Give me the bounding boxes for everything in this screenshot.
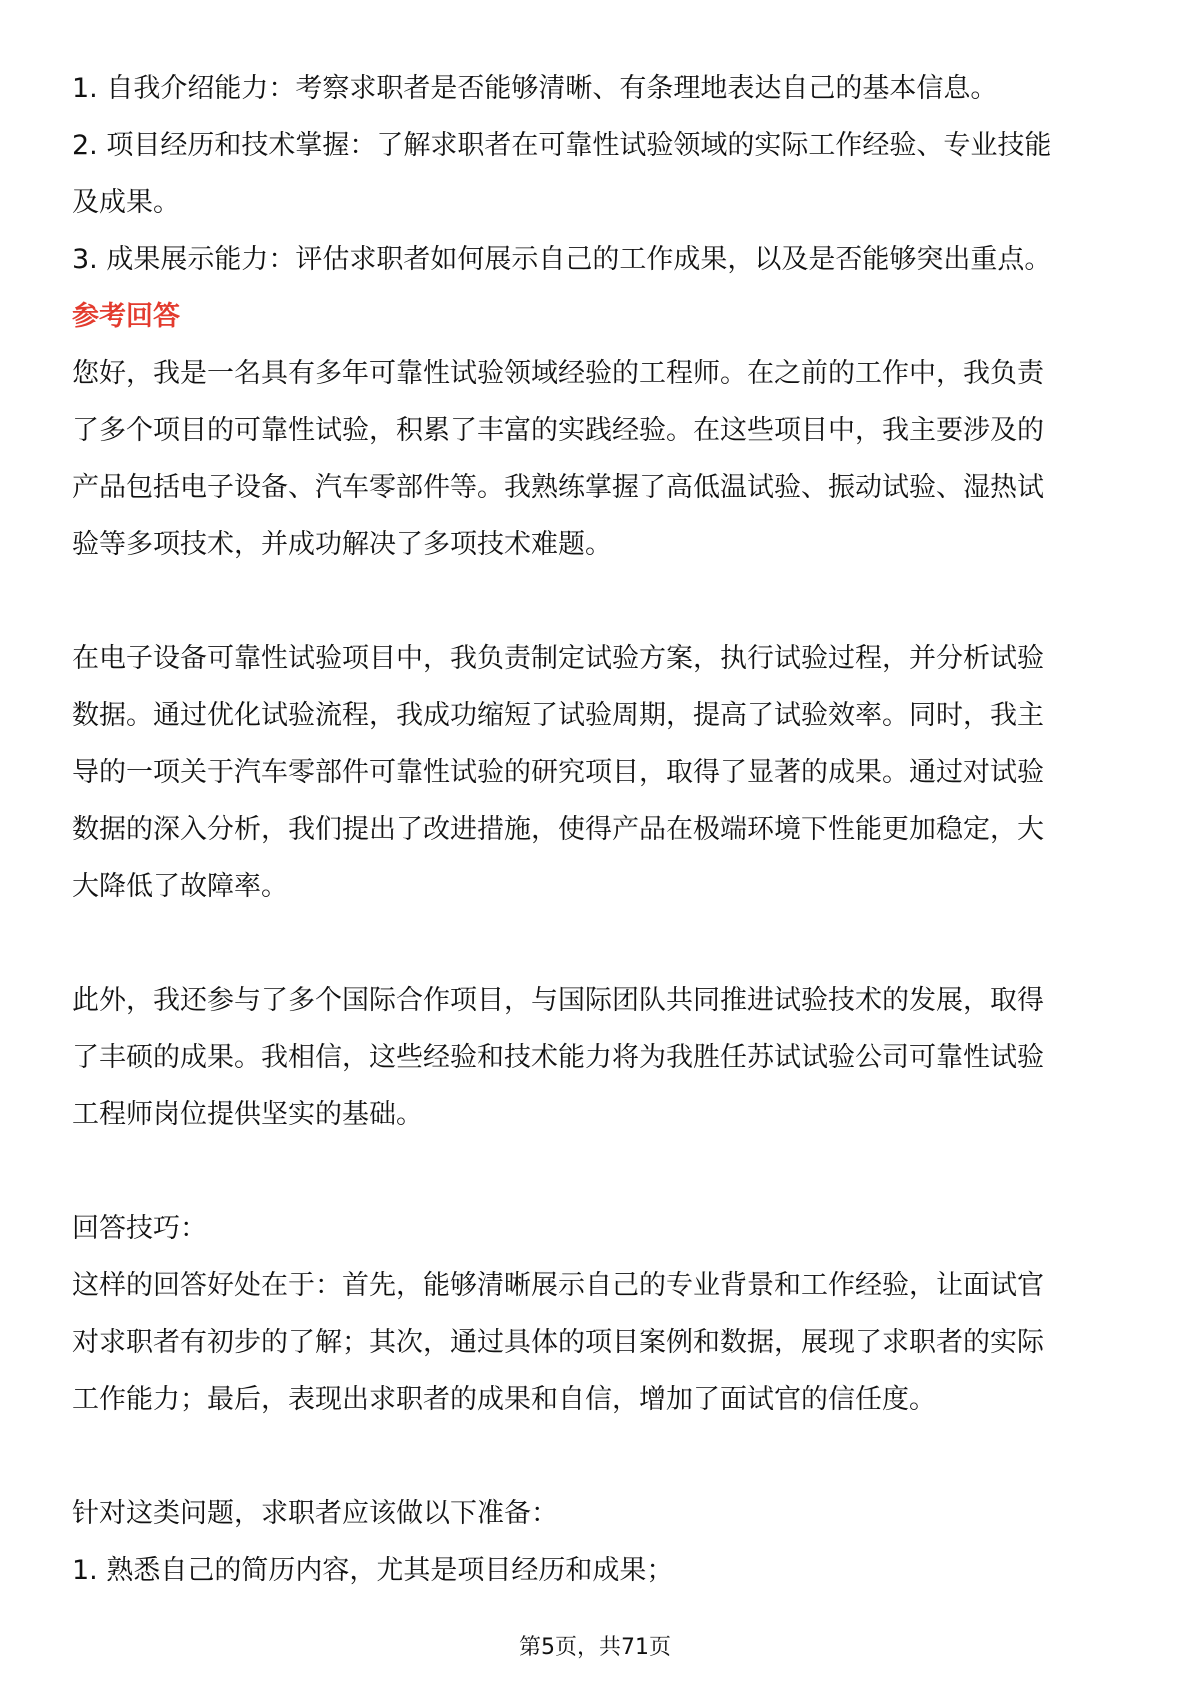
answer-para1-line: 了多个项目的可靠性试验，积累了丰富的实践经验。在这些项目中，我主要涉及的 [72, 415, 1044, 446]
answer-paragraph-2 [72, 630, 1122, 915]
tips-heading: 回答技巧： [72, 1213, 207, 1244]
answer-para2-line: 导的一项关于汽车零部件可靠性试验的研究项目，取得了显著的成果。通过对试验 [72, 757, 1044, 788]
prep-point-1: 1. 熟悉自己的简历内容，尤其是项目经历和成果； [72, 1555, 674, 1586]
answer-para3-line: 了丰硕的成果。我相信，这些经验和技术能力将为我胜任苏试试验公司可靠性试验 [72, 1042, 1044, 1073]
intro-point-2-continued: 及成果。 [72, 187, 180, 218]
prep-heading: 针对这类问题，求职者应该做以下准备： [72, 1498, 558, 1529]
answer-para1-line: 您好，我是一名具有多年可靠性试验领域经验的工程师。在之前的工作中，我负责 [72, 358, 1044, 389]
reference-answer-heading: 参考回答 [72, 301, 180, 332]
paragraph-gap [72, 915, 1122, 972]
answer-para2-line: 数据的深入分析，我们提出了改进措施，使得产品在极端环境下性能更加稳定，大 [72, 814, 1044, 845]
answer-para1-line: 验等多项技术，并成功解决了多项技术难题。 [72, 529, 612, 560]
answer-para3-line: 此外，我还参与了多个国际合作项目，与国际团队共同推进试验技术的发展，取得 [72, 985, 1044, 1016]
page-number-footer: 第5页，共71页 [519, 1635, 671, 1660]
paragraph-gap [72, 1428, 1122, 1485]
answer-paragraph-3 [72, 972, 1122, 1143]
prep-points [72, 1542, 1122, 1599]
tips-line: 这样的回答好处在于：首先，能够清晰展示自己的专业背景和工作经验，让面试官 [72, 1270, 1044, 1301]
answer-paragraph-1 [72, 345, 1122, 573]
answer-para3-line: 工程师岗位提供坚实的基础。 [72, 1099, 423, 1130]
paragraph-gap [72, 573, 1122, 630]
intro-point-3: 3. 成果展示能力：评估求职者如何展示自己的工作成果，以及是否能够突出重点。 [72, 244, 1052, 275]
content-area [72, 60, 1122, 1599]
answer-para2-line: 数据。通过优化试验流程，我成功缩短了试验周期，提高了试验效率。同时，我主 [72, 700, 1044, 731]
intro-point-1: 1. 自我介绍能力：考察求职者是否能够清晰、有条理地表达自己的基本信息。 [72, 73, 998, 104]
tips-paragraph [72, 1257, 1122, 1428]
tips-line: 对求职者有初步的了解；其次，通过具体的项目案例和数据，展现了求职者的实际 [72, 1327, 1044, 1358]
answer-para2-line: 大降低了故障率。 [72, 871, 288, 902]
answer-para2-line: 在电子设备可靠性试验项目中，我负责制定试验方案，执行试验过程，并分析试验 [72, 643, 1044, 674]
answer-para1-line: 产品包括电子设备、汽车零部件等。我熟练掌握了高低温试验、振动试验、湿热试 [72, 472, 1044, 503]
intro-points [72, 60, 1122, 288]
paragraph-gap [72, 1143, 1122, 1200]
tips-line: 工作能力；最后，表现出求职者的成果和自信，增加了面试官的信任度。 [72, 1384, 936, 1415]
intro-point-2: 2. 项目经历和技术掌握：了解求职者在可靠性试验领域的实际工作经验、专业技能 [72, 130, 1052, 161]
